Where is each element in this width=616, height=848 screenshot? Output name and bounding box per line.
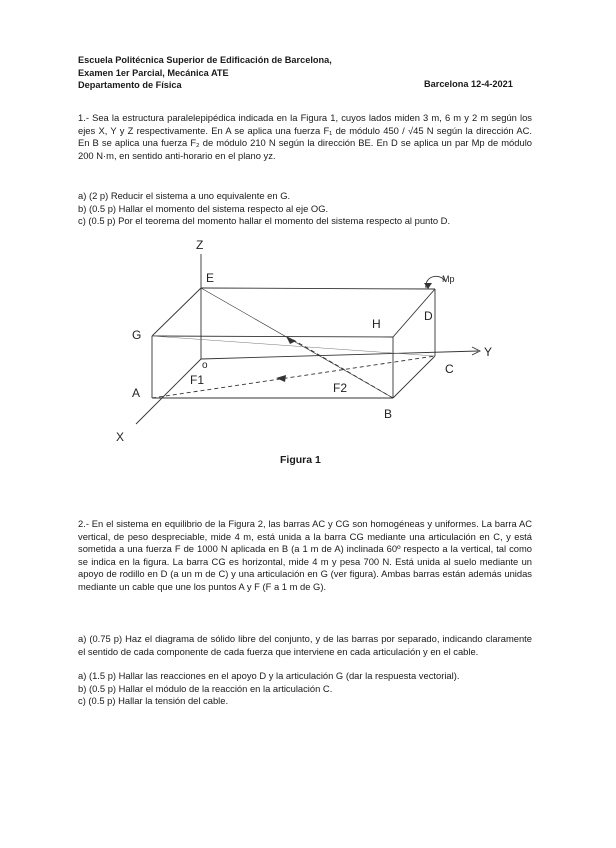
label-d: D — [424, 309, 433, 323]
problem2-question-c: c) (0.5 p) Hallar la tensión del cable. — [78, 695, 229, 707]
f1-arrowhead — [276, 375, 286, 382]
problem1-question-b: b) (0.5 p) Hallar el momento del sistema respecto al eje OG. — [78, 202, 329, 214]
problem2-question-a: a) (1.5 p) Hallar las reacciones en el apoyo D y la articulación G (dar la respuesta vectorial). — [78, 670, 460, 681]
y-axis — [201, 351, 478, 359]
label-f2: F2 — [333, 381, 348, 395]
label-h: H — [372, 317, 381, 331]
exam-title: Examen 1er Parcial, Mecánica ATE — [78, 67, 229, 78]
label-c: C — [445, 362, 454, 376]
label-b: B — [384, 407, 393, 421]
diagonal-e-b — [201, 288, 393, 398]
problem2-statement: 2.- En el sistema en equilibrio de la Figura 2, las barras AC y CG son homogéneas y uniformes. La barra AC vertical, de peso despreciable, mide 4 m, está unida a la barra CG mediante una articulación en C, y está sometida a una fuerza F de 1000 N aplicada en B (a 1 m de A) inclinada 60º respecto a la vertical, tal como se indica en la figura. La barra CG es horizontal, mide 4 m y pesa 700 N. Está unida al suelo mediante un apoyo de rodillo en D (a un m de C) y una articulación en G (ver figura). Ambas barras están además unidas mediante un cable que une los puntos A y F (F a 1 m de G). — [78, 518, 532, 592]
edge-e-g — [152, 288, 201, 336]
department-name: Departamento de Física — [78, 80, 182, 90]
x-axis — [136, 359, 201, 424]
label-x: X — [116, 430, 125, 444]
school-name: Escuela Politécnica Superior de Edificación de Barcelona, — [78, 55, 332, 65]
figure-1-caption: Figura 1 — [280, 454, 321, 466]
label-g: G — [132, 328, 142, 342]
edge-g-h — [152, 336, 393, 337]
label-y: Y — [484, 345, 493, 359]
edge-b-c — [393, 356, 435, 398]
label-a: A — [132, 386, 141, 400]
mp-arrowhead — [424, 283, 432, 289]
label-z: Z — [196, 238, 204, 252]
problem1-question-a: a) (2 p) Reducir el sistema a uno equivalente en G. — [78, 190, 291, 201]
problem2-dcl-instruction: a) (0.75 p) Haz el diagrama de sólido libre del conjunto, y de las barras por separado, indicando claramente el sentido de cada componente de cada fuerza que interviene en cada articulación y en el cable. — [78, 633, 532, 657]
problem2-questions — [78, 670, 538, 708]
label-o: o — [202, 360, 208, 371]
label-mp: Mp — [442, 274, 455, 284]
exam-date: Barcelona 12-4-2021 — [424, 79, 513, 89]
label-f1: F1 — [190, 373, 205, 387]
problem1-question-c: c) (0.5 p) Por el teorema del momento hallar el momento del sistema respecto al punto D. — [78, 215, 451, 227]
problem2-question-b: b) (0.5 p) Hallar el módulo de la reacción en la articulación C. — [78, 682, 333, 694]
label-e: E — [206, 271, 215, 285]
problem1-statement: 1.- Sea la estructura paralelepipédica indicada en la Figura 1, cuyos lados miden 3 m, 6 m y 2 m según los ejes X, Y y Z respectivamente. En A se aplica una fuerza F₁ de módulo 450 / √45 N según la dirección AC. En B se aplica una fuerza F₂ de módulo 210 N según la dirección BE. En D se aplica un par Mp de módulo 200 N·m, en sentido anti-horario en el plano yz. — [78, 112, 532, 161]
f2-arrowhead — [286, 336, 296, 344]
edge-e-d — [201, 288, 435, 289]
